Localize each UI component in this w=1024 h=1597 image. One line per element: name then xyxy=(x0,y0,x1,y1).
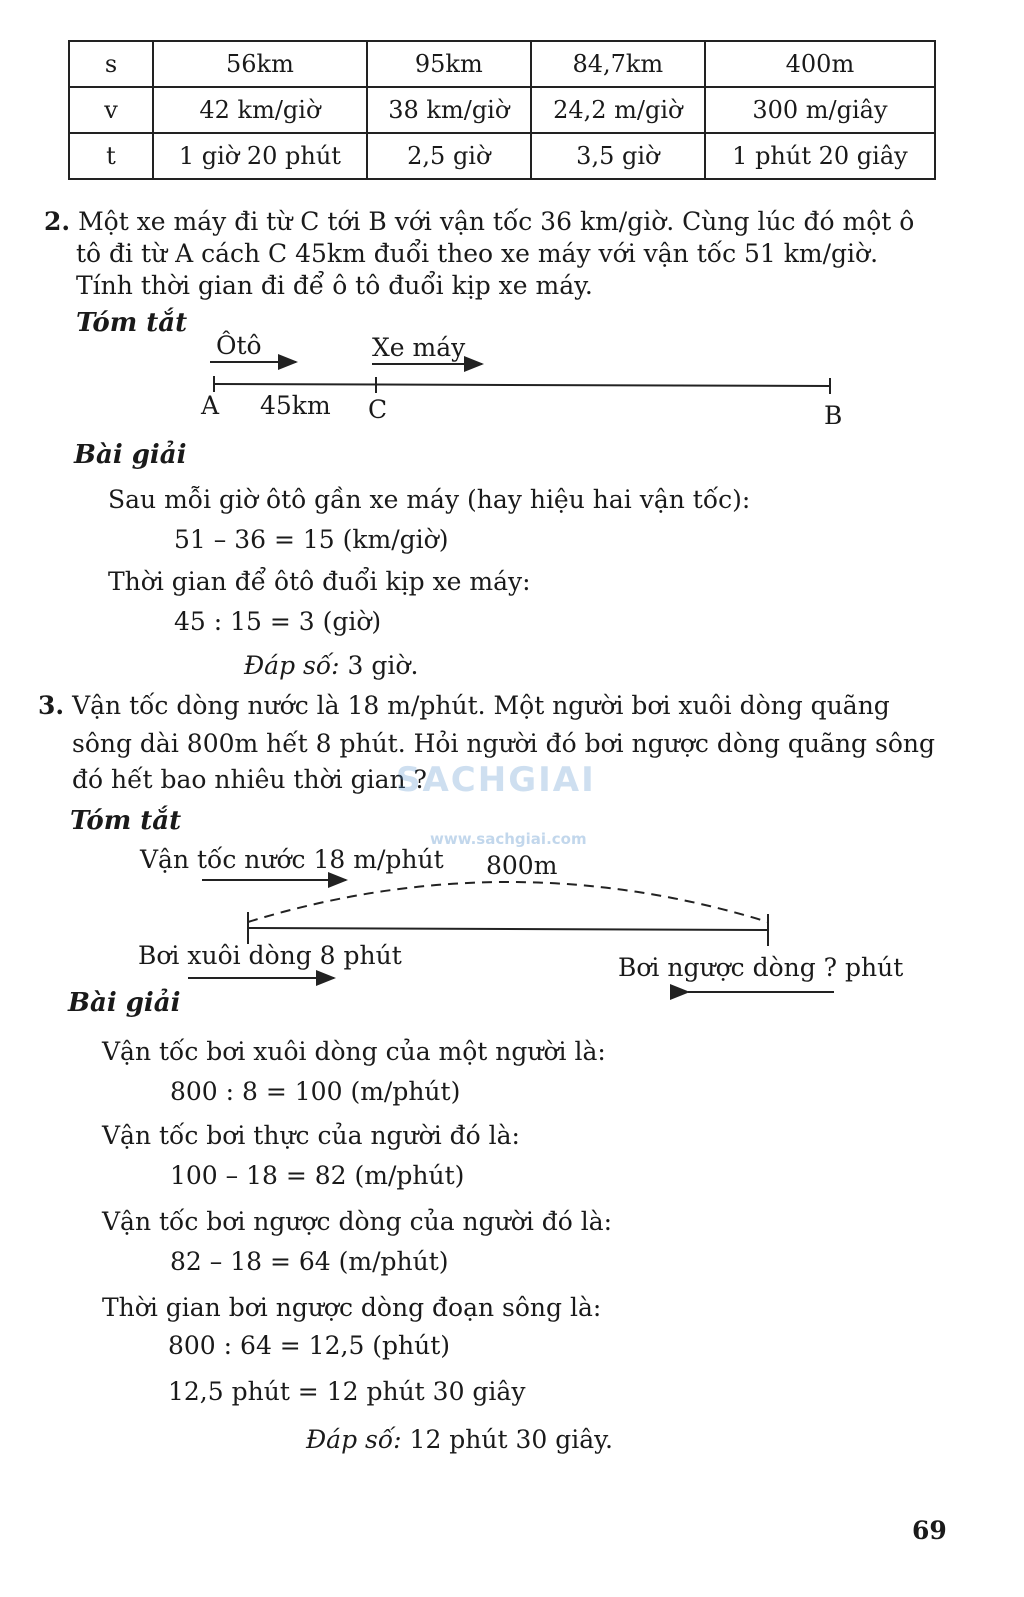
p2-answer-label: Đáp số: xyxy=(244,651,340,680)
problem-2-solution-heading: Bài giải xyxy=(74,440,187,470)
motorbike-label: Xe máy xyxy=(372,333,466,362)
p3-step-7: Thời gian bơi ngược dòng đoạn sông là: xyxy=(102,1293,602,1322)
p3-step-4: 100 – 18 = 82 (m/phút) xyxy=(170,1161,465,1190)
p3-step-8: 800 : 64 = 12,5 (phút) xyxy=(168,1331,451,1360)
watermark-brand: SACHGIAI xyxy=(396,760,596,800)
table-cell: 300 m/giây xyxy=(705,87,935,133)
table-cell: 1 giờ 20 phút xyxy=(153,133,367,179)
problem-3-line-1: Vận tốc dòng nước là 18 m/phút. Một người bơi xuôi dòng quãng xyxy=(72,691,890,720)
car-label: Ôtô xyxy=(216,331,262,360)
p2-step-3: Thời gian để ôtô đuổi kịp xe máy: xyxy=(108,567,531,596)
distance-ac-label: 45km xyxy=(260,391,331,420)
page-number: 69 xyxy=(912,1516,947,1545)
problem-3-line-3: đó hết bao nhiêu thời gian ? xyxy=(72,765,427,794)
problem-3-number: 3. xyxy=(38,691,65,720)
p3-step-2: 800 : 8 = 100 (m/phút) xyxy=(170,1077,461,1106)
p3-answer-value: 12 phút 30 giây. xyxy=(409,1425,613,1454)
table-cell: 42 km/giờ xyxy=(153,87,367,133)
table-cell: 24,2 m/giờ xyxy=(531,87,705,133)
table-cell: 2,5 giờ xyxy=(367,133,531,179)
watermark-url: www.sachgiai.com xyxy=(430,830,587,848)
p2-step-4: 45 : 15 = 3 (giờ) xyxy=(174,607,382,636)
table-cell: 56km xyxy=(153,41,367,87)
point-b-label: B xyxy=(824,401,843,430)
problem-3-solution-heading: Bài giải xyxy=(68,988,181,1018)
p3-step-1: Vận tốc bơi xuôi dòng của một người là: xyxy=(102,1037,606,1066)
current-speed-label: Vận tốc nước 18 m/phút xyxy=(140,845,444,874)
problem-2-line-2: tô đi từ A cách C 45km đuổi theo xe máy với vận tốc 51 km/giờ. xyxy=(76,239,879,268)
table-row-header: t xyxy=(69,133,153,179)
downstream-label: Bơi xuôi dòng 8 phút xyxy=(138,941,402,970)
upstream-label: Bơi ngược dòng ? phút xyxy=(618,953,904,982)
p2-step-1: Sau mỗi giờ ôtô gần xe máy (hay hiệu hai vận tốc): xyxy=(108,485,751,514)
river-distance-label: 800m xyxy=(486,851,558,880)
table-cell: 1 phút 20 giây xyxy=(705,133,935,179)
problem-2-summary-heading: Tóm tắt xyxy=(76,308,188,338)
table-cell: 95km xyxy=(367,41,531,87)
problem-2-line-1: Một xe máy đi từ C tới B với vận tốc 36 km/giờ. Cùng lúc đó một ô xyxy=(78,207,915,236)
problem-2-number: 2. xyxy=(44,207,71,236)
problem-3-line-2: sông dài 800m hết 8 phút. Hỏi người đó bơi ngược dòng quãng sông xyxy=(72,729,935,758)
river-line xyxy=(248,928,768,930)
point-a-label: A xyxy=(201,391,220,420)
p3-answer-label: Đáp số: xyxy=(306,1425,402,1454)
p3-step-6: 82 – 18 = 64 (m/phút) xyxy=(170,1247,449,1276)
p3-step-3: Vận tốc bơi thực của người đó là: xyxy=(102,1121,520,1150)
table-cell: 84,7km xyxy=(531,41,705,87)
point-c-label: C xyxy=(368,395,388,424)
p2-step-2: 51 – 36 = 15 (km/giờ) xyxy=(174,525,449,554)
table-cell: 38 km/giờ xyxy=(367,87,531,133)
p2-answer-value: 3 giờ. xyxy=(347,651,419,680)
p3-answer xyxy=(306,1424,613,1456)
p3-step-5: Vận tốc bơi ngược dòng của người đó là: xyxy=(102,1207,613,1236)
table-cell: 400m xyxy=(705,41,935,87)
river-arc xyxy=(248,882,768,922)
table-row-header: s xyxy=(69,41,153,87)
table-cell: 3,5 giờ xyxy=(531,133,705,179)
table-row-header: v xyxy=(69,87,153,133)
problem-3-summary-heading: Tóm tắt xyxy=(70,806,182,836)
p3-step-9: 12,5 phút = 12 phút 30 giây xyxy=(168,1377,526,1406)
problem-2-line-3: Tính thời gian đi để ô tô đuổi kịp xe máy. xyxy=(76,271,593,300)
